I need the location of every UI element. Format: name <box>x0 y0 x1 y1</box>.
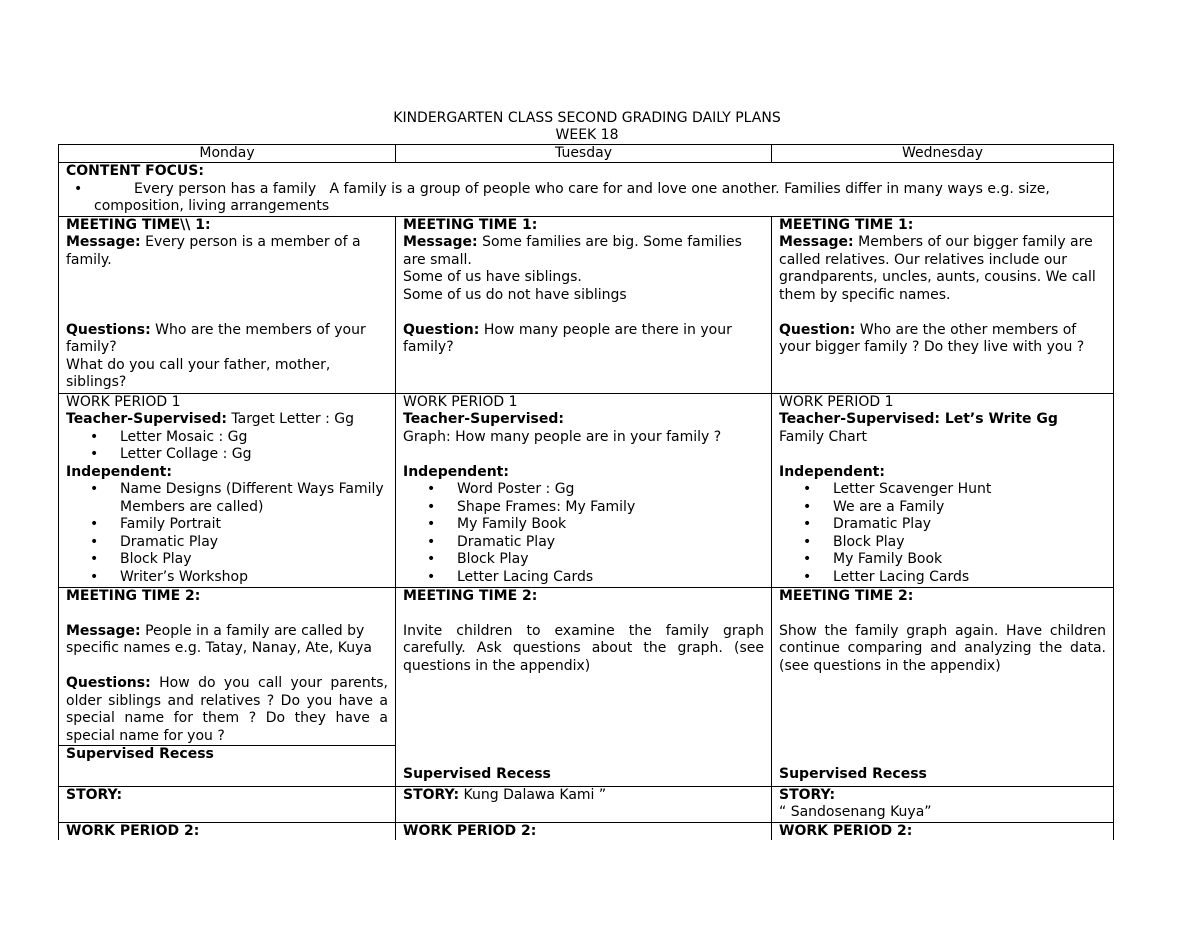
work2-wednesday-label: WORK PERIOD 2: <box>779 822 913 839</box>
meeting1-monday-questions: Questions: Who are the members of your family? <box>66 321 366 355</box>
story-wednesday-label: STORY: <box>779 786 836 803</box>
work1-wednesday-ind-label: Independent: <box>779 463 885 480</box>
page-title <box>0 110 1174 144</box>
list-item: • We are a Family <box>833 499 1106 517</box>
day-header-wednesday: Wednesday <box>772 145 1114 163</box>
list-item: • Letter Lacing Cards <box>833 569 1106 587</box>
list-item: • Letter Scavenger Hunt <box>833 481 1106 499</box>
bullet-icon: • <box>74 180 83 197</box>
day-header-monday: Monday <box>59 145 396 163</box>
list-item: • Shape Frames: My Family <box>457 499 764 517</box>
work2-monday-label: WORK PERIOD 2: <box>66 822 200 839</box>
document-title: KINDERGARTEN CLASS SECOND GRADING DAILY PLANS <box>393 110 781 126</box>
work2-tuesday-cell <box>396 822 772 840</box>
day-header-row <box>59 145 1114 163</box>
work1-tuesday-ind-label: Independent: <box>403 463 509 480</box>
story-monday-cell <box>59 786 396 822</box>
list-item: • Dramatic Play <box>833 516 1106 534</box>
work1-tuesday-ind-list <box>403 481 764 586</box>
day-header-tuesday: Tuesday <box>396 145 772 163</box>
meeting2-monday-questions: Questions: How do you call your parents, older siblings and relatives ? Do you have a special name for them ? Do they have a special name for you ? <box>66 675 389 744</box>
meeting1-monday-message: Message: Every person is a member of a family. <box>66 234 361 268</box>
list-item: • Family Portrait <box>120 516 388 534</box>
meeting1-tuesday-cell <box>396 216 772 393</box>
meeting1-monday-label: MEETING TIME\\ 1: <box>66 216 211 233</box>
story-tuesday-cell <box>396 786 772 822</box>
work1-wednesday-label: WORK PERIOD 1 <box>779 393 894 410</box>
meeting1-tuesday-message: Message: Some families are big. Some families are small. <box>403 234 742 268</box>
content-focus-text-2: A family is a group of people who care for and love one another. Families differ in many ways e.g. size, composition, living arrangements <box>94 180 1050 214</box>
list-item: • Block Play <box>457 551 764 569</box>
list-item: • My Family Book <box>833 551 1106 569</box>
content-focus-cell <box>59 163 1114 217</box>
list-item: • My Family Book <box>457 516 764 534</box>
work1-wednesday-ts-label: Teacher-Supervised: Let’s Write Gg <box>779 411 1058 427</box>
work1-tuesday-cell <box>396 393 772 587</box>
recess-monday: Supervised Recess <box>59 745 395 764</box>
work1-monday-ts: Teacher-Supervised: Target Letter : Gg <box>66 411 355 427</box>
meeting1-wednesday-message: Message: Members of our bigger family are called relatives. Our relatives include our grandparents, uncles, aunts, cousins. We call them by specific names. <box>779 234 1096 303</box>
list-item: • Block Play <box>833 534 1106 552</box>
content-focus-label: CONTENT FOCUS: <box>66 163 204 179</box>
story-wednesday-text: “ Sandosenang Kuya” <box>779 804 932 820</box>
list-item: • Name Designs (Different Ways Family Members are called) <box>120 481 388 516</box>
work-period-2-row <box>59 822 1114 840</box>
story-monday-label: STORY: <box>66 786 123 803</box>
meeting1-wednesday-label: MEETING TIME 1: <box>779 216 914 233</box>
content-focus-row <box>59 163 1114 217</box>
meeting2-tuesday-label: MEETING TIME 2: <box>403 587 538 604</box>
meeting-time-1-row <box>59 216 1114 393</box>
work1-tuesday-label: WORK PERIOD 1 <box>403 393 518 410</box>
meeting1-tuesday-line2: Some of us have siblings. <box>403 269 582 285</box>
list-item: • Letter Lacing Cards <box>457 569 764 587</box>
list-item: • Dramatic Play <box>457 534 764 552</box>
work1-monday-cell <box>59 393 396 587</box>
daily-plan-table <box>58 144 1114 840</box>
week-label: WEEK 18 <box>555 127 619 143</box>
story-tuesday: STORY: Kung Dalawa Kami ” <box>403 786 607 803</box>
meeting1-wednesday-cell <box>772 216 1114 393</box>
work1-monday-ts-list <box>66 429 388 464</box>
list-item: • Letter Mosaic : Gg <box>120 429 388 447</box>
meeting2-wednesday-cell <box>772 587 1114 786</box>
meeting1-wednesday-question: Question: Who are the other members of your bigger family ? Do they live with you ? <box>779 321 1085 355</box>
work2-wednesday-cell <box>772 822 1114 840</box>
work1-wednesday-cell <box>772 393 1114 587</box>
meeting1-tuesday-label: MEETING TIME 1: <box>403 216 538 233</box>
meeting2-monday-message: Message: People in a family are called by specific names e.g. Tatay, Nanay, Ate, Kuya <box>66 622 372 656</box>
work-period-1-row <box>59 393 1114 587</box>
list-item: • Letter Collage : Gg <box>120 446 388 464</box>
meeting2-tuesday-text: Invite children to examine the family graph carefully. Ask questions about the graph. (see questions in the appendix) <box>403 622 764 674</box>
work1-monday-label: WORK PERIOD 1 <box>66 393 181 410</box>
work2-tuesday-label: WORK PERIOD 2: <box>403 822 537 839</box>
list-item: • Word Poster : Gg <box>457 481 764 499</box>
recess-tuesday: Supervised Recess <box>403 766 551 782</box>
story-wednesday-cell <box>772 786 1114 822</box>
work1-tuesday-ts-label: Teacher-Supervised: <box>403 411 564 427</box>
work1-tuesday-ts-text: Graph: How many people are in your family ? <box>403 428 722 445</box>
meeting1-tuesday-question: Question: How many people are there in your family? <box>403 321 732 355</box>
work1-wednesday-ts-text: Family Chart <box>779 428 867 445</box>
meeting2-monday-label: MEETING TIME 2: <box>66 587 201 604</box>
work1-monday-ind-list <box>66 481 388 586</box>
content-focus-bullet <box>66 181 1106 216</box>
story-row <box>59 786 1114 822</box>
meeting-time-2-row <box>59 587 1114 786</box>
list-item: • Writer’s Workshop <box>120 569 388 587</box>
meeting2-wednesday-text: Show the family graph again. Have children continue comparing and analyzing the data. (see questions in the appendix) <box>779 622 1106 674</box>
content-focus-text-1: Every person has a family <box>134 180 317 197</box>
recess-wednesday: Supervised Recess <box>779 766 927 782</box>
meeting1-monday-questions-2: What do you call your father, mother, siblings? <box>66 356 331 390</box>
work1-monday-ind-label: Independent: <box>66 463 172 480</box>
work2-monday-cell <box>59 822 396 840</box>
meeting2-monday-cell <box>59 587 396 786</box>
meeting1-tuesday-line3: Some of us do not have siblings <box>403 286 627 303</box>
meeting2-wednesday-label: MEETING TIME 2: <box>779 587 914 604</box>
meeting1-monday-cell <box>59 216 396 393</box>
list-item: • Dramatic Play <box>120 534 388 552</box>
meeting2-tuesday-cell <box>396 587 772 786</box>
work1-wednesday-ind-list <box>779 481 1106 586</box>
list-item: • Block Play <box>120 551 388 569</box>
